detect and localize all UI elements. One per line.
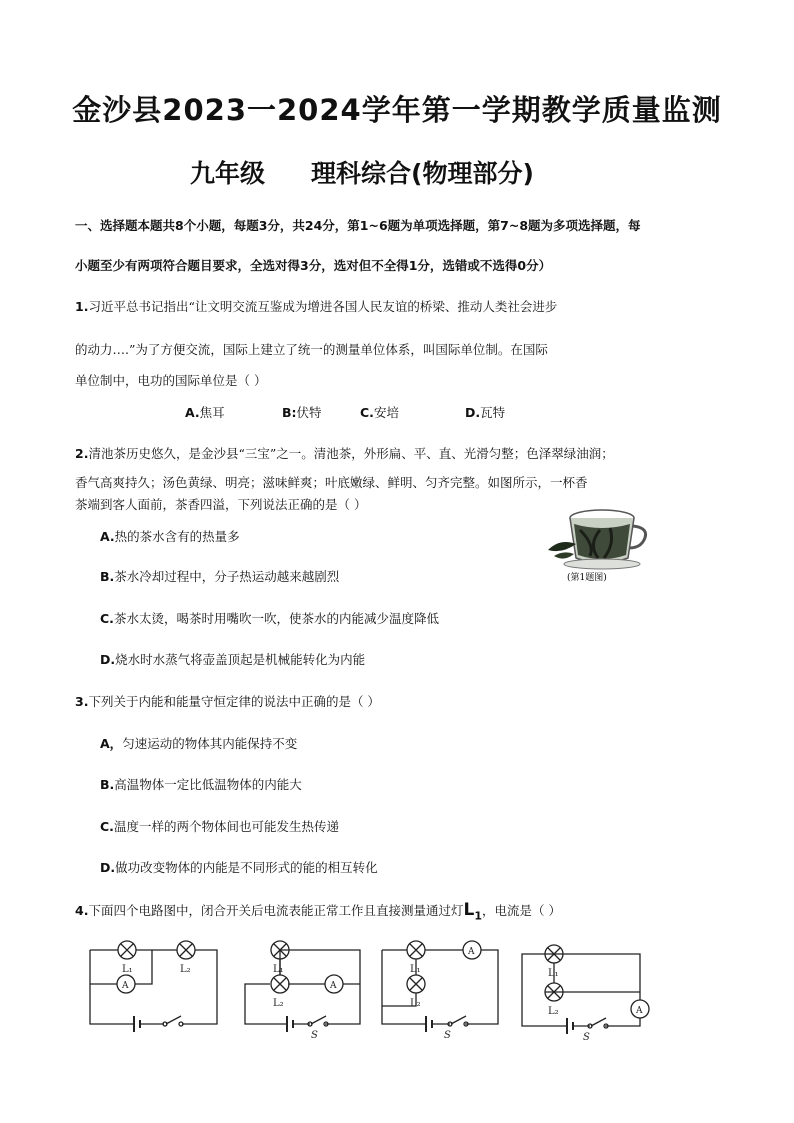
q1-line1 <box>75 297 557 315</box>
q2-option-a: A.热的茶水含有的热量多 <box>100 529 240 544</box>
q2-line1: 2.清池茶历史悠久，是金沙县“三宝”之一。清池茶，外形扁、平、直、光滑匀整；色泽翠绿油润； <box>75 446 614 461</box>
grade-label: 九年级 <box>190 159 266 188</box>
svg-text:S: S <box>444 1030 451 1040</box>
q3-option-d: D.做功改变物体的内能是不同形式的能的相互转化 <box>100 860 378 875</box>
q2-line3: 茶端到客人面前，茶香四溢，下列说法正确的是（ ） <box>75 497 367 512</box>
page-subtitle <box>190 154 534 190</box>
page-title: 金沙县2023一2024学年第一学期教学质量监测 <box>72 93 722 127</box>
q3-option-c: C.温度一样的两个物体间也可能发生热传递 <box>100 819 339 834</box>
svg-text:L₂: L₂ <box>410 998 421 1009</box>
svg-text:L₁: L₁ <box>548 968 559 979</box>
figure-caption: (第1题图) <box>567 573 607 583</box>
q3-stem: 3.下列关于内能和能量守恒定律的说法中正确的是（ ） <box>75 694 380 709</box>
q3-number: 3. <box>75 694 89 709</box>
svg-text:A: A <box>468 947 475 957</box>
q1-text-1: 习近平总书记指出“让文明交流互鉴成为增进各国人民友谊的桥梁、推动人类社会进步 <box>88 299 558 314</box>
svg-text:L₂: L₂ <box>548 1006 559 1017</box>
q3-option-b: B.高温物体一定比低温物体的内能大 <box>100 777 302 792</box>
svg-text:L₂: L₂ <box>273 998 284 1009</box>
q4-number: 4. <box>75 903 89 918</box>
q1-option-b: B:伏特 <box>282 405 322 420</box>
svg-text:S: S <box>583 1032 590 1040</box>
q1-option-d: D.瓦特 <box>465 405 506 420</box>
tea-cup-figure <box>540 500 650 585</box>
circuit-d <box>522 945 649 1040</box>
q1-option-a: A.焦耳 <box>185 405 225 420</box>
q1-line2: 的动力….”为了方便交流，国际上建立了统一的测量单位体系，叫国际单位制。在国际 <box>75 342 548 357</box>
circuit-diagrams <box>80 930 680 1040</box>
q1-option-c: C.安培 <box>360 405 399 420</box>
q2-option-b: B.茶水冷却过程中，分子热运动越来越剧烈 <box>100 569 340 584</box>
svg-text:S: S <box>311 1030 318 1040</box>
svg-text:L₁: L₁ <box>273 964 284 975</box>
svg-text:L₁: L₁ <box>410 964 421 975</box>
svg-text:A: A <box>636 1006 643 1016</box>
section1-instructions-line1: 一、选择题本题共8个小题，每题3分，共24分，第1~6题为单项选择题，第7~8题为多项选择题，每 <box>75 218 641 233</box>
svg-text:A: A <box>122 981 129 991</box>
q2-option-c: C.茶水太烫，喝茶时用嘴吹一吹，使茶水的内能减少温度降低 <box>100 611 439 626</box>
q2-option-d: D.烧水时水蒸气将壶盖顶起是机械能转化为内能 <box>100 652 366 667</box>
circuit-b <box>245 941 360 1040</box>
svg-text:L₁: L₁ <box>122 964 133 975</box>
svg-text:L₂: L₂ <box>180 964 191 975</box>
q1-number: 1. <box>75 299 89 314</box>
circuit-a <box>90 941 217 1032</box>
section1-instructions-line2: 小题至少有两项符合题目要求，全选对得3分，选对但不全得1分，选错或不选得0分） <box>75 258 552 273</box>
q4-stem: 4.下面四个电路图中，闭合开关后电流表能正常工作且直接测量通过灯$L_1$，电流是（ ） <box>75 900 561 923</box>
q2-line2: 香气高爽持久；汤色黄绿、明亮；滋味鲜爽；叶底嫩绿、鲜明、匀齐完整。如图所示，一杯香 <box>75 475 588 490</box>
q1-line3: 单位制中，电功的国际单位是（ ） <box>75 373 267 388</box>
circuit-c <box>382 941 498 1040</box>
lamp-l1-label: $L_1$ <box>463 900 482 923</box>
subject-label: 理科综合(物理部分) <box>311 159 534 188</box>
q2-number: 2. <box>75 446 89 461</box>
q3-option-a: A，匀速运动的物体其内能保持不变 <box>100 736 298 751</box>
svg-text:A: A <box>330 981 337 991</box>
